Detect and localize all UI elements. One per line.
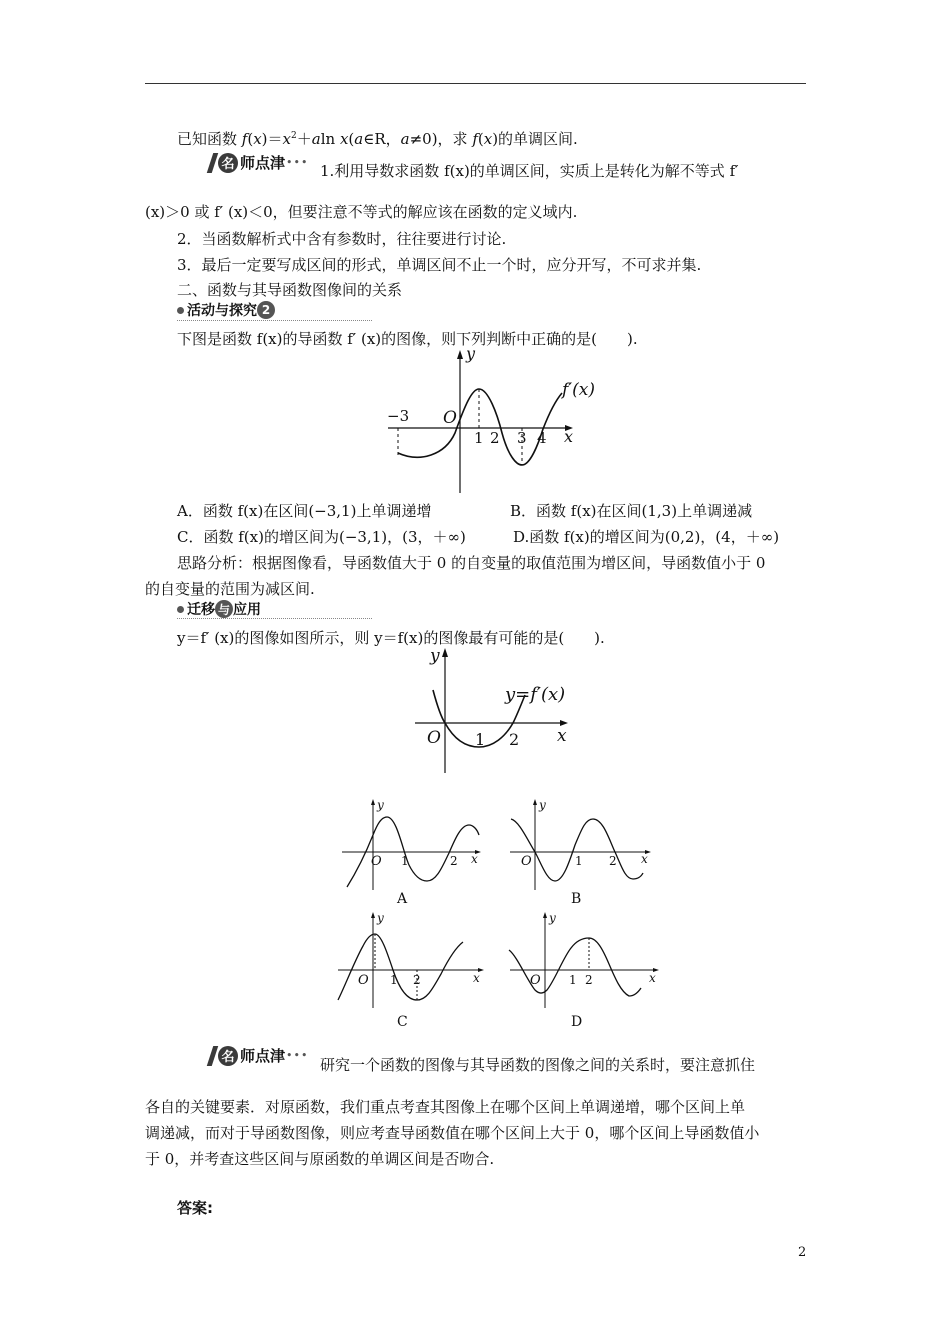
svg-text:x: x [557, 726, 567, 746]
svg-text:y: y [466, 344, 476, 363]
page-number: 2 [798, 1245, 807, 1260]
question2: y＝f′ (x)的图像如图所示，则 y＝f(x)的图像最有可能的是( ). [177, 629, 605, 647]
svg-text:B: B [571, 891, 582, 907]
tip2-line2: 各自的关键要素．对原函数，我们重点考查其图像上在哪个区间上单调递增，哪个区间上单 [145, 1098, 746, 1116]
option-b: B．函数 f(x)在区间(1,3)上单调递减 [510, 502, 753, 520]
section-heading: 二、函数与其导函数图像间的关系 [177, 281, 403, 299]
svg-text:2: 2 [509, 730, 520, 749]
graph2-fprime [405, 645, 585, 780]
graph1-fprime [380, 345, 605, 500]
transfer-divider [177, 618, 372, 619]
svg-text:y: y [377, 911, 384, 925]
option-a: A．函数 f(x)在区间(−3,1)上单调递增 [177, 502, 432, 520]
svg-text:4: 4 [537, 429, 547, 447]
small-graph-b [505, 795, 655, 910]
svg-text:−3: −3 [387, 407, 410, 425]
svg-text:1: 1 [475, 730, 486, 749]
svg-text:y: y [430, 646, 440, 666]
badge-circle: 名 [218, 153, 238, 173]
svg-text:y=f′(x): y=f′(x) [505, 684, 566, 705]
svg-text:1: 1 [474, 429, 484, 447]
svg-text:2: 2 [413, 973, 421, 987]
svg-text:O: O [427, 728, 441, 748]
option-c: C．函数 f(x)的增区间为(−3,1)，(3，＋∞) [177, 528, 466, 546]
tip2-line4: 于 0，并考查这些区间与原函数的单调区间是否吻合. [145, 1150, 495, 1168]
tip1-line1: 1.利用导数求函数 f(x)的单调区间，实质上是转化为解不等式 f′ [320, 162, 739, 180]
problem1-text: 已知函数 $f(x)=x^2+aln$ x(a∈R，a≠0)，求 f(x)的单调区间. [177, 130, 578, 148]
svg-text:O: O [443, 408, 457, 428]
svg-text:y: y [377, 798, 384, 812]
transfer-label: 迁移 与 应用 [177, 599, 261, 619]
svg-text:3: 3 [517, 429, 527, 447]
tip1-item3: 3．最后一定要写成区间的形式，单调区间不止一个时，应分开写，不可求并集. [177, 256, 702, 274]
badge-dots-icon: ••• [286, 156, 309, 169]
tip1-item2: 2．当函数解析式中含有参数时，往往要进行讨论. [177, 230, 507, 248]
svg-text:O: O [358, 973, 369, 988]
tip2-line1: 研究一个函数的图像与其导函数的图像之间的关系时，要注意抓住 [320, 1056, 756, 1074]
svg-text:x: x [473, 971, 480, 985]
svg-text:2: 2 [585, 973, 593, 987]
svg-text:C: C [397, 1014, 408, 1030]
svg-text:O: O [521, 854, 532, 869]
header-rule [145, 83, 806, 84]
svg-text:O: O [530, 973, 541, 988]
svg-text:1: 1 [390, 973, 398, 987]
svg-text:2: 2 [609, 854, 617, 868]
svg-text:x: x [471, 852, 478, 866]
svg-text:A: A [397, 891, 408, 907]
badge-slash-icon [207, 153, 218, 173]
badge-slash-icon [207, 1046, 218, 1066]
activity-divider [177, 320, 372, 321]
svg-text:2: 2 [450, 854, 458, 868]
option-d: D.函数 f(x)的增区间为(0,2)，(4，＋∞) [513, 528, 780, 546]
svg-text:x: x [641, 852, 648, 866]
tip1-line2: (x)＞0 或 f′ (x)＜0，但要注意不等式的解应该在函数的定义域内. [145, 203, 578, 221]
svg-text:f′(x): f′(x) [562, 380, 596, 400]
small-graph-c [333, 908, 488, 1033]
svg-text:x: x [564, 427, 574, 446]
bullet-icon [177, 307, 184, 314]
tip2-badge: 名 师点津 ••• [210, 1045, 308, 1066]
small-graph-a [337, 795, 485, 910]
small-graph-d [505, 908, 660, 1033]
svg-text:1: 1 [401, 854, 409, 868]
badge-dots-icon: ••• [286, 1049, 309, 1062]
svg-text:y: y [549, 911, 556, 925]
svg-text:1: 1 [569, 973, 577, 987]
svg-text:x: x [649, 971, 656, 985]
activity-label: 活动与探究 2 [177, 300, 275, 320]
svg-text:1: 1 [575, 854, 583, 868]
tip2-line3: 调递减，而对于导函数图像，则应考查导函数值在哪个区间上大于 0，哪个区间上导函数值小 [145, 1124, 760, 1142]
analysis-line1: 思路分析：根据图像看，导函数值大于 0 的自变量的取值范围为增区间，导函数值小于 0 [177, 554, 766, 572]
badge-circle: 名 [218, 1046, 238, 1066]
svg-text:y: y [539, 798, 546, 812]
answer-label: 答案: [177, 1199, 213, 1217]
tip-badge: 名 师点津 ••• [210, 152, 308, 173]
question1: 下图是函数 f(x)的导函数 f′ (x)的图像，则下列判断中正确的是( ). [177, 330, 638, 348]
svg-text:D: D [571, 1014, 583, 1030]
bullet-icon [177, 606, 184, 613]
svg-text:2: 2 [490, 429, 500, 447]
svg-text:O: O [371, 854, 382, 869]
analysis-line2: 的自变量的范围为减区间. [145, 580, 315, 598]
